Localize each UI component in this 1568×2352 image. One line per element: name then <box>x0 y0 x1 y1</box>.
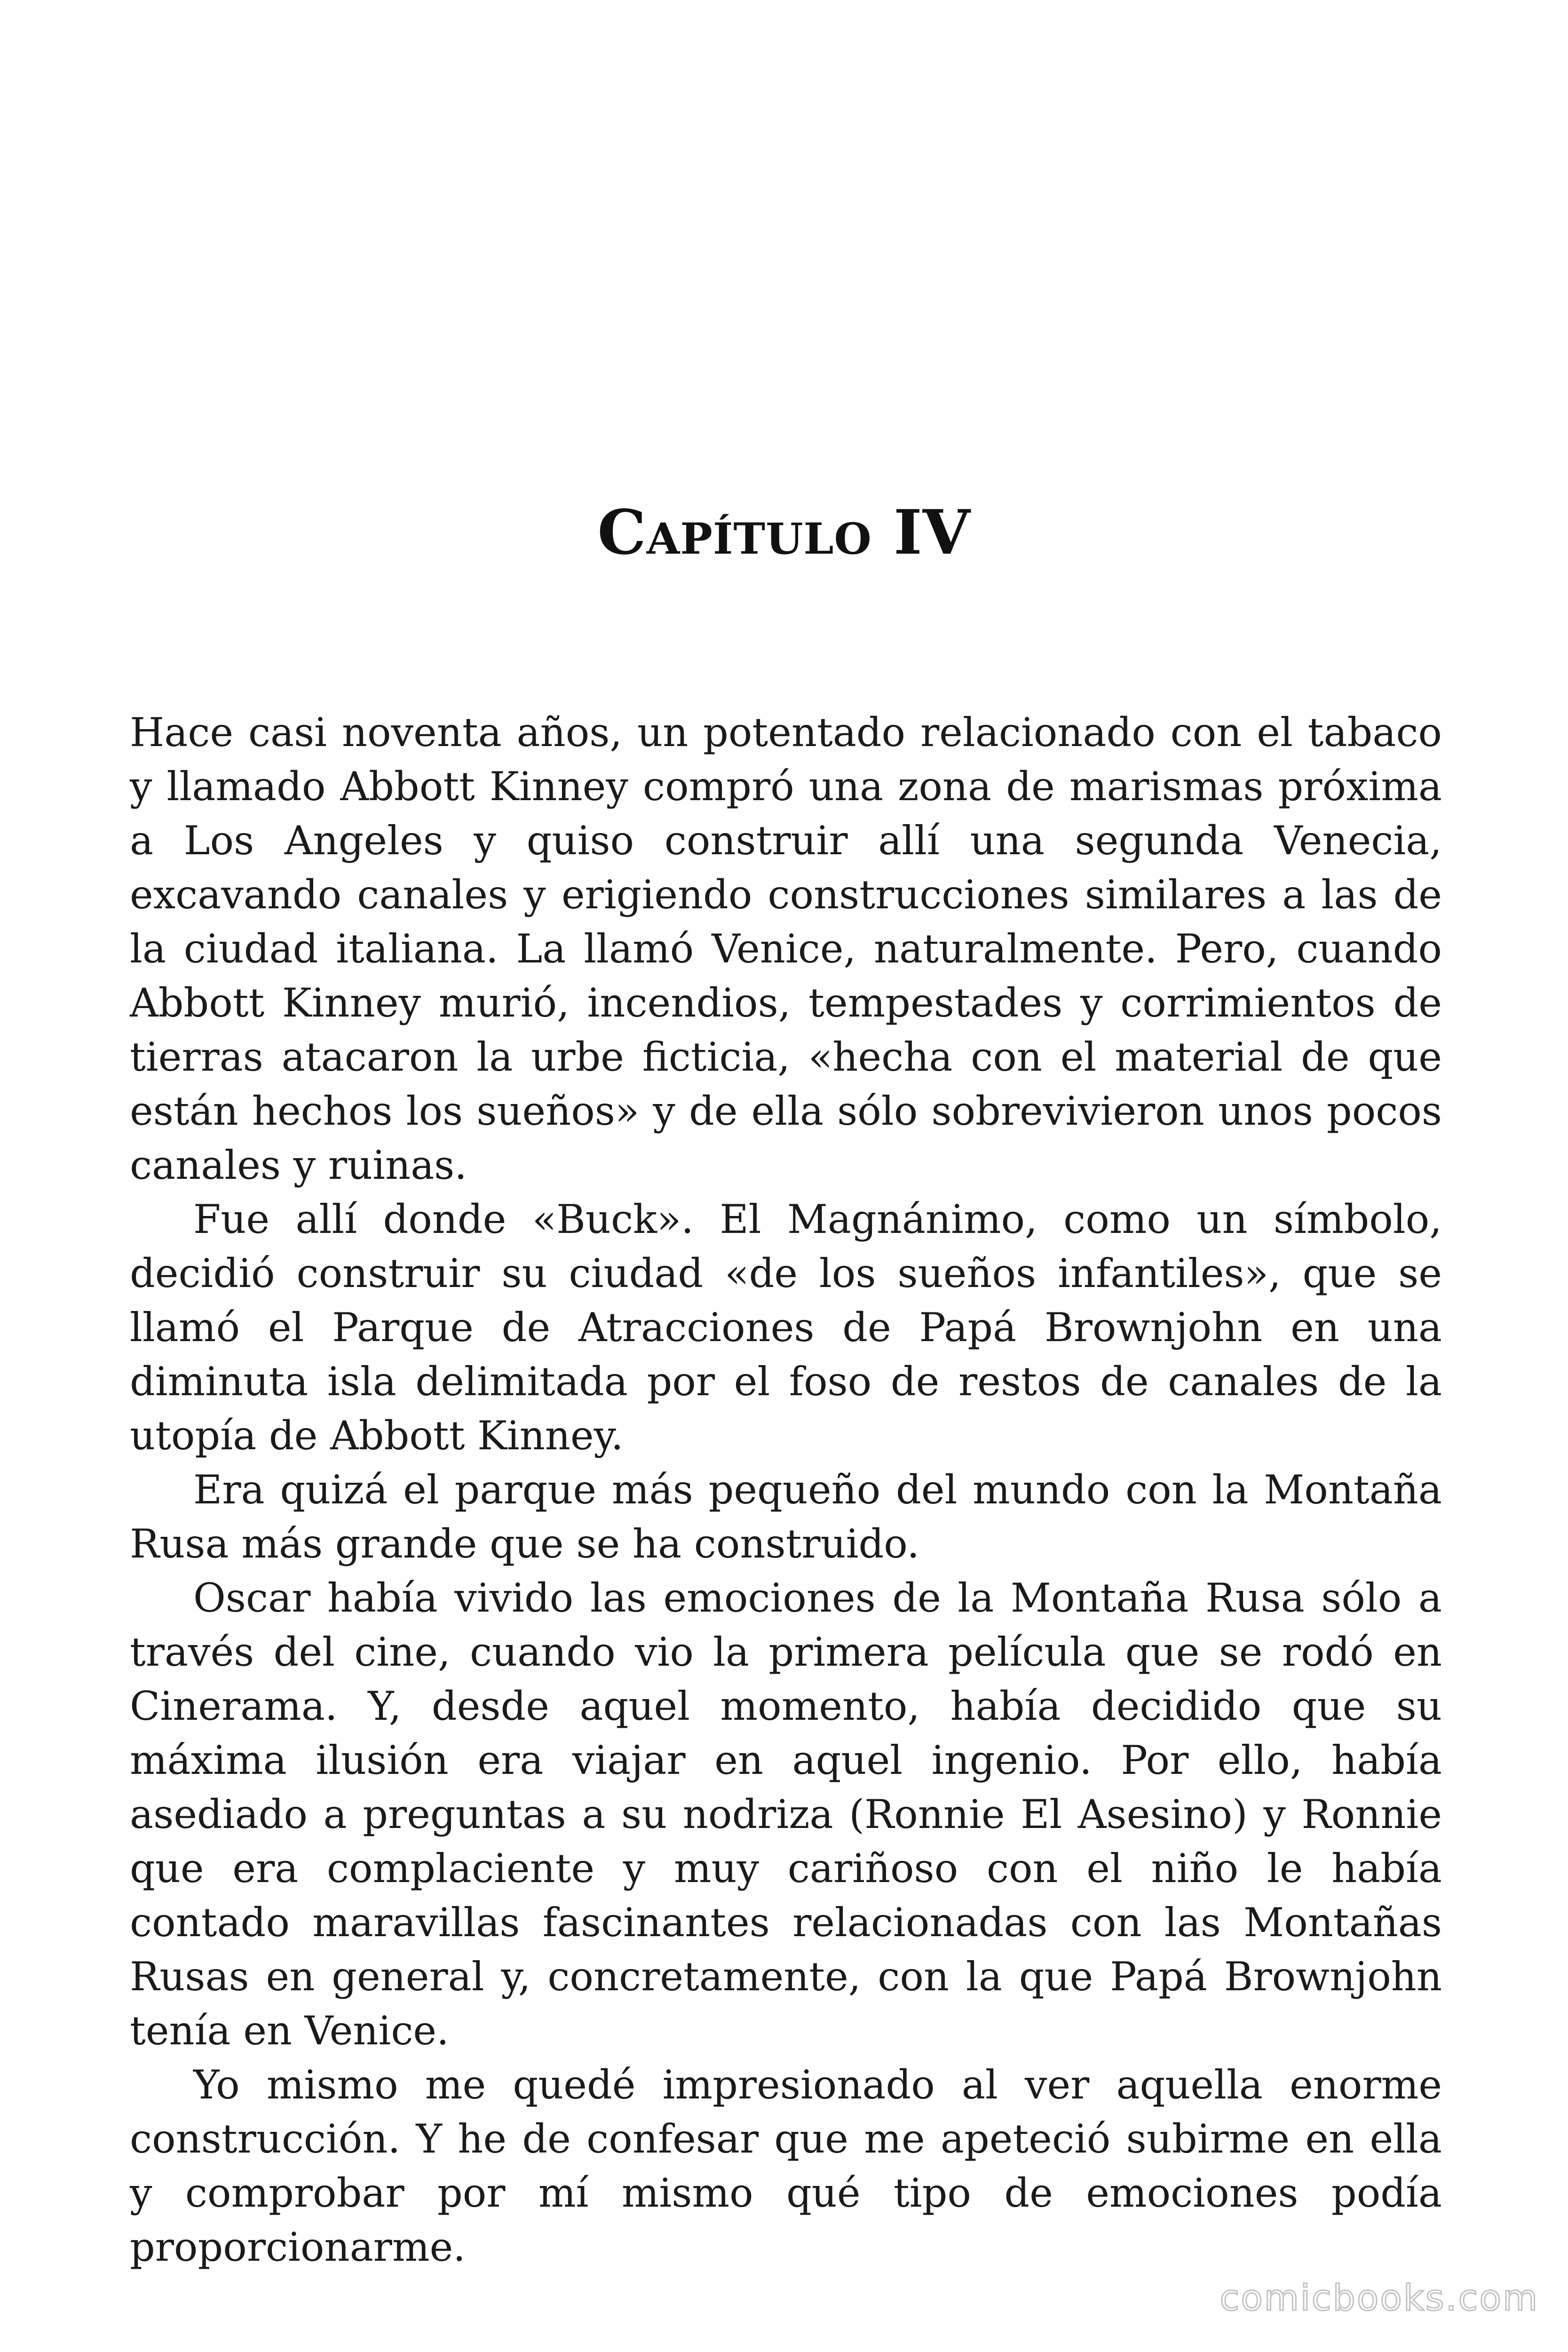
chapter-title: Capítulo IV <box>597 496 971 569</box>
chapter-body <box>130 706 1442 2274</box>
paragraph: Oscar había vivido las emociones de la Montaña Rusa sólo a través del cine, cuando vio la primera película que se rodó en Cinerama. Y, desde aquel momento, había decidido que su máxima ilusión era viajar en aquel ingenio. Por ello, había asediado a preguntas a su nodriza (Ronnie El Asesino) y Ronnie que era complaciente y muy cariñoso con el niño le había contado maravillas fascinantes relacionadas con las Montañas Rusas en general y, concretamente, con la que Papá Brownjohn tenía en Venice. <box>130 1575 1442 2054</box>
paragraph: Yo mismo me quedé impresionado al ver aquella enorme construcción. Y he de confesar que me apeteció subirme en ella y comprobar por mí mismo qué tipo de emociones podía proporcionarme. <box>130 2062 1442 2270</box>
paragraph: Hace casi noventa años, un potentado relacionado con el tabaco y llamado Abbott Kinney compró una zona de marismas próxima a Los Angeles y quiso construir allí una segunda Venecia, excavando canales y erigiendo construcciones similares a las de la ciudad italiana. La llamó Venice, naturalmente. Pero, cuando Abbott Kinney murió, incendios, tempestades y corrimientos de tierras atacaron la urbe ficticia, «hecha con el material de que están hechos los sueños» y de ella sólo sobrevivieron unos pocos canales y ruinas. <box>130 709 1442 1188</box>
watermark: comicbooks.com <box>1220 2277 1539 2319</box>
paragraph: Era quizá el parque más pequeño del mundo con la Montaña Rusa más grande que se ha construido. <box>130 1467 1442 1567</box>
paragraph: Fue allí donde «Buck». El Magnánimo, como un símbolo, decidió construir su ciudad «de los sueños infantiles», que se llamó el Parque de Atracciones de Papá Brownjohn en una diminuta isla delimitada por el foso de restos de canales de la utopía de Abbott Kinney. <box>130 1196 1442 1459</box>
